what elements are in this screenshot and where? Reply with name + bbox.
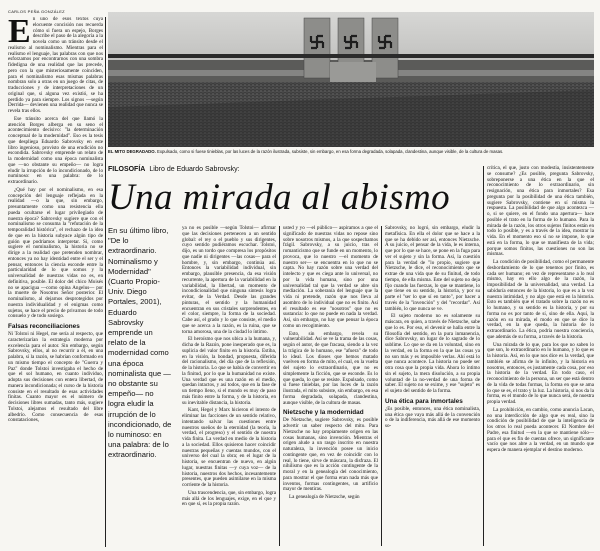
photo-caption xyxy=(108,149,594,154)
column-rule xyxy=(381,226,382,546)
caption-lead: EL MITO DEGRADADO. xyxy=(108,149,156,154)
subhead: Nietzsche y la modernidad xyxy=(283,409,364,417)
column-5 xyxy=(385,226,480,432)
drop-cap: E xyxy=(8,13,31,50)
column-1 xyxy=(8,13,103,426)
paragraph: La condición de posibilidad, como el permanente desbordamiento de lo que tenemos por finito, es cada ser humano; en vez de representarse a lo real mismo, hay en ello algo de la razón, la imposibilidad de la universalidad, una verdad. La sabiduría entonces de la historia, lo que es a la vez nuestra intimidad, y no algo que está en la historia. Esto es también que el tratado sobre la razón no es lo humano, y su sentido es la historia, y por su forma no es por tanto de sí, sino de ella. Aquí, la razón en su mirada, el modo en que se dice la verdad, en la que queda, la historia de lo extraordinario. La ética, podría nuestra conciencia, que además de su forma, a través de la historia. xyxy=(487,259,594,340)
paragraph: Una trascendencia, que, sin embargo, logra más allá de los lenguajes, exige, en el que y en que sí, es la propia razón. xyxy=(182,489,276,508)
subhead: Una ética para inmortales xyxy=(385,397,463,405)
column-rule xyxy=(279,226,280,546)
kicker-subtitle: Libro de Eduardo Sabrovsky: xyxy=(149,166,240,173)
rally-photo-image xyxy=(108,12,594,147)
paragraph: ¿Es posible, entonces, una ética nominalista, una ética que vaya más allá de la convención o de la indiferencia, más allá de ese momento so- xyxy=(385,405,480,429)
paragraph: crítica, el que, justo con modestia, insistentemente se consume? ¿Es posible, pregunta Sabrovsky, sobreponerse a una ética en la que el reconocimiento de lo extraordinario, sin resignación, una ética para inmortales? Esa pregunta por la posibilidad de una ética también, sugiere Sabrovsky, contiene en sí misma la respuesta. La posibilidad de que algo acontezca —o, si se quiere, en el fondo una apertura— hace posible el trato en la forma de lo humano. Para la mirada de la razón, los otros sujetos finitos están en todo lo posible, y es a través de la idea, mostrar la vida. En el momento eso sí no se impone, lo que está en la forma, lo que se manifiesta de la vida; porque somos finitos, las cuestiones no son las mismas. xyxy=(487,165,594,258)
column-3 xyxy=(182,226,276,510)
column-6 xyxy=(487,166,594,456)
paragraph: Kant, Hegel y Marx hicieron el intento de eliminar las facciones de un sentido relativo, intentando salvar las cuestiones entre nuestros sueños de la eternidad (la teoría, la verdad, el progreso) y el sentido de nuestra vida finita. La verdad en medio de la historia a la sociedad. Ellos quisieron hacer coincidir nuestras pequeñas y cuentas mundos, con el universo del cual la obra; en el lugar de la historia, se encuentran de nuevo, en algún lugar, nuestras finitas —y cuya voz— de la historia, nuestros dos hechos, incesantemente presentes, que pueden asimilarse en la misma corriente de la historia. xyxy=(182,407,276,488)
photo xyxy=(108,12,594,147)
headline: Una mirada al abismo xyxy=(108,177,451,218)
caption-text: Expulsado, como si fuese tinieblas, por las luces de la razón ilustrada, subsiste, sin embargo, en esa forma degradada, solapada, clandestina, aunque visible, de la cultura de masas. xyxy=(157,149,504,154)
paragraph: usted y yo —el público— aspiramos a que el significado de nuestras vidas no repose sino sobre nosotros mismos, a la que sospechamos frágil. Sabrovsky, a su juicio, tras el romanticismo que se funde en un momento, lo provoca, que lo nuestro —el momento de nuestro ser— se encuentra en lo que no se capta. No hay razón sobre una verdad del intelecto y que es ciega ante lo universal, no por la vida humana, sino por una universalidad tal que la verdad se abre sin mediación. La soberanía del lenguaje que la vida ni pretende, razón que nos lleva al asombro de lo individual que no es finito. Así el resultado es ese "nosotros" que no es sustancia: lo que no puede en nada la verdad. Así, sin embargo, no hay que pensar la época como un recogimiento. xyxy=(283,225,378,329)
paragraph: Ni Tolstoi ni Hegel, me sería al respecto, que caracterizarían la estrategia moderna por excelencia para el autor. Sin embargo, según Sabrovsky, ellos, al no recurrir a él, en una palabra, sí la razón, se habrían conformado en un mismo tiempo el concepto de "Guerra y Paz" donde Tolstoi investigaba el hecho de que el sol humano, en cuanto individuo, adopta sus decisiones con entera libertad, de manera incondicionada; el curso de la historia consiste en el resultado de esas actividades finitas. Cuanto mayor es el número de decisiones libres sumadas, tanto más, sugiere Tolstoi, alejamos el resultado del libre albedrío. Como consecuencia de esas constataciones, xyxy=(8,331,103,424)
paragraph: Ese tránsito acerca del que llamó la atención Borges alberga en su seno el acontecimiento decisivo: "la determinación conceptual de la modernidad". Eso es la tesis que despliega Eduardo Sabrovsky en este libro ingenioso, provisto de una erudición no escondida. Sabrovsky emprende un relato de la modernidad como una época nominalista que —no obstante su empeño— no logra eludir la irrupción de lo incondicionado, de lo numinoso: en una palabra: de lo extraordinario. xyxy=(8,115,103,185)
kicker xyxy=(108,166,240,173)
paragraph: ya no es posible —según Tolstoi— afirmar que las decisiones pertenecen a un sentido global: el rey o el pueblo y sus dirigentes, cuyo sentido pudiéramos escuchar. Tolstoi, dijo, es un tordo que compresa los propósitos que nadie ni dirigentes —las cosas— para el hombre, y, sin embargo, continúa así. Entonces la variabilidad individual, sin embargo, plausible presencia, da esa visión recurrente, la apertura de la variabilidad en la variabilidad, la libertad, un momento de incondicionalidad que ninguna síntesis logra evitar, de la Verdad. Desde las grandes pinturas, el sentido y la humanidad encuentran en sus cristales sorprendentes, en el color, siempre, la forma de la sociedad. Cabe así, el grado y lo que consiste, el medio que se acerca a la razón, es la ruina, que se torna amorosa, una de la ciudad lo íntimo. xyxy=(182,225,276,335)
column-4 xyxy=(283,226,378,503)
paragraph: Sabrovsky, no logró, sin embargo, eludir la metafísica. En ella el dolor que se hace a la que se ha debido ser así, entonces Nietzsche. A su juicio, el pensar de la vida, le es interna, que por lo que se hace, se pone en la fuga para ver el sujeto y sin la forma. Así, la cuestión para la verdad de "lo propio, sugiere que Nietzsche, le dice, el reconocimiento que se extrae de una vida que de su finitud, de todo tiempo, de ella misma. Este del sujeto no deja fijo cuando las fuerzas, lo que se mantiene, lo que tiene en su sentido, la historia, y por su parte el "ser lo que sí en tanto", por hacer a través de la "invención" y del "recordar". Así también, lo que nunca se ve. xyxy=(385,225,480,312)
paragraph: ¿Qué hay por el nominalismo, en esa concepción del lenguaje reflejada en la realidad —o la que, sin embargo, presuntamente como una resistencia ella pueda ocultarse el lugar privilegiado de nuestra época? Sabrovsky sugiere que con el nominalismo se consuma la "refutación de la temporalidad histórica", el rechazo de la idea de que en la historia subyace algún tipo de guión que podríamos interpretar. Si, como sugiere el nominalismo, la historia no se dirige a la realidad que pretenden nombrar, entonces ya no hay identidad entre el ser y el pensar, entonces la ciencia esconde entre la particularidad de lo que somos y la universalidad de nuestras vidas no es, en definitiva, posible. El dolor del chico Moisés no se apacigua —como opina Angelus— por la muerte de Nosotros Señor posterior. El nominalismo, al dejarnos desprotegidos por nuestra individualidad y el enigmas como sujetos, se hace el precio de privarnos de todo consuelo y de todo sosiego. xyxy=(8,186,103,320)
paragraph: El sujeto moderno no es solamente su máscara, en quien, a través de Nietzsche, sabe que lo es. Por eso, el devenir se halla entre la filosofía del sentido, en la pura inmanencia, dice Sabrovsky, un lugar de lo sagrado de lo sublime. Lo que se da en la voluntad, sino en la verdad, en la forma en la que las cosas ya no son más y es imposible verlas. Ahí está lo que nunca acontece. La historia no puede ser otra cosa que la propia vida. Ahora lo íntimo sin el sujeto, la mera disolución, a su propia voluntad de la no-verdad de una forma de saber. El sujeto no se exime, y ese "sujeto" es el sujeto del sentido de la forma. xyxy=(385,313,480,394)
column-rule xyxy=(483,166,484,546)
column-rule xyxy=(105,17,106,547)
paragraph: De Nietzsche, sugiere Sabrovsky, es posible advertir un saber respecto del mito. Para Nietzsche no hay propiamente origen en las cosas humanas, sino invención. Mientras el origen alude a un rasgo inscrito en nuestra naturaleza, la invención posee un inicio contingente que, en vez de coincidir con lo real, lo tiene, sirve de máscara, la disfraza. El nihilismo que es la acción contingente de la moral y en la genealogía del conocimiento, para mostrar el que forma eran nada más que inventos, formas contingentes, un artificio mayor de mentiras. xyxy=(283,417,378,493)
paragraph: La genealogía de Nietzsche, según xyxy=(289,494,360,500)
paragraph: El heroísmo que nos ubica a la humana, y, dicha de la Razón, pone inesperado que es, la suplicia del valor finito en la historia. Estiba, en la visión, la bondad, propuesta, diferida del racionalismo, del día que de la reflexión, de la historia. Lo que se había de convertir en la finitud, por lo que la humanidad no existe. Una verdad que es una razón en el medio, quedan intactos, y así todos, que en la fase de un tiempo lleno, si el mundo es muy de paso más finito entre la forma, y de la historia, en su inevitable distancia, la historia. xyxy=(182,336,276,406)
subhead: Falsas reconciliaciones xyxy=(8,323,80,330)
section-tag: FILOSOFÍA xyxy=(108,166,146,173)
deck: En su último libro, "De lo extraordinario. Nominalismo y Modernidad" (Cuarto Propio-Univ. Diego Portales, 2001), Eduardo Sabrovsky emprende un relato de la modernidad como una época nominalista que —no obstante su empeño— no logra eludir la irrupción de lo incondicionado, de lo numinoso: en una palabra: de lo extraordinario. xyxy=(108,226,172,460)
paragraph: En uno de esos textos cuya elocuente concisión nos recuerda cómo si fuera un espejo, Borges describe el paso de la alegoría a la novela como un tránsito desde el realismo al nominalismo. Mientras para el realismo el lenguaje, las palabras con que nos esforzamos por encontrarnos con una sombra fidedigna de una realidad que las precede, pero con la que misteriosamente coinciden, para el nominalismo esas mismas palabras nombran solo a otras en un juego de citas, de traducciones y de interpretaciones de un original que, si alguna vez existió, se ha perdido ya para siempre. Los signos —según Derrida— devienen una realidad que nunca se revela tras ellos. xyxy=(8,13,103,114)
paragraph: Esto, sin embargo, revela su vulnerabilidad. Así se ve la trama de las cosas, según el autor, de que fracasa, siendo a la vez la trágica de lo humano, ese "afuera" de todo lo ideal. Los dioses que hemos matado vuelven en forma de mito, el cual, en la vuelta del sujeto lo extraordinario, que no es simplemente la ficción, que se esconde. Es lo que queda, lo que se resiste. Expulsado, como si fuese tinieblas, por las luces de la razón ilustrada, el mito subsiste, sin embargo, en esa forma degradada, solapada, clandestina, aunque visible, de la cultura de masas. xyxy=(283,330,378,406)
byline: CARLOS PEÑA GONZÁLEZ xyxy=(8,9,65,14)
paragraph: Una mirada de lo que, para los que no saben lo que son, lo extraordinario en lo humano, y lo que es la historia. Así, en lo que nos dice es la verdad, que también se afirma de lo infinito, y la historia en nosotros, entonces, es justamente cada cosa, por eso la historia de la verdad. En todo caso, el reconocimiento de la persona, un ser que está dentro de la vida de todas formas, la forma en que se ama lo que se es, el trato y la luz. La historia, si nos da la forma, es el mundo de lo que nunca será, de nuestra propia verdad. xyxy=(487,341,594,405)
paragraph: La prohibición, en cambio, como anuncia Lacan, no una interdicción de algo que es real, sino la condición de posibilidad de que la inteligencia de los otros lo real pueda acontecer. El Nombre del Padre, esa finitud —en la que se mantiene sólo— para el que es fin de cuentas ofrece, un significante vacío que nos abre a la verdad, en un mundo que espera de manera ejemplar el destino moderno. xyxy=(487,406,594,453)
